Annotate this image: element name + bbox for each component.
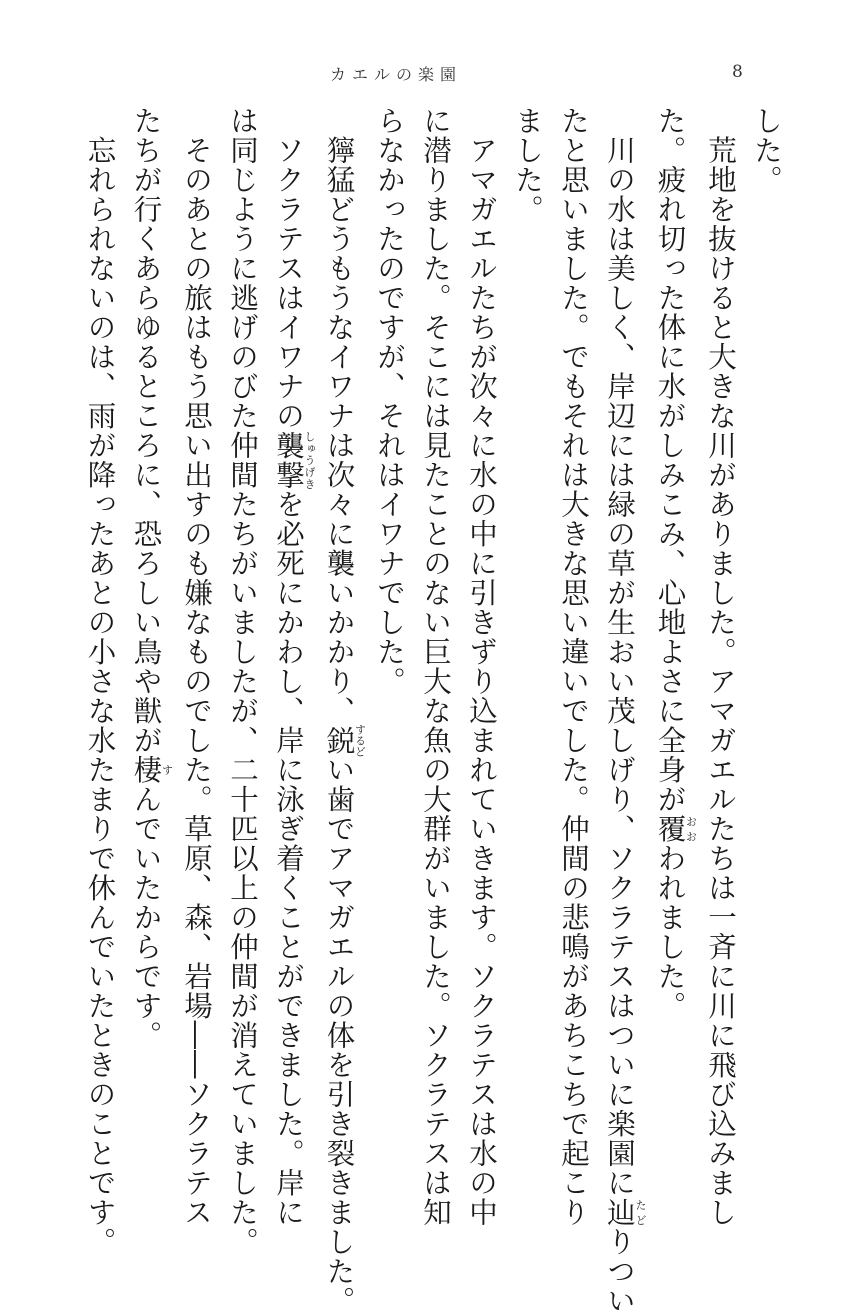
text-line: 獰猛どうもうなイワナは次々に襲いかかり、鋭するどい歯でアマガエルの体を引き裂きました。 [322,106,367,1316]
furigana-ruby: 覆おお [653,814,698,844]
text-line: に潜りました。そこには見たことのない巨大な魚の大群がいました。ソクラテスは知 [419,106,452,1227]
text-line: ました。 [511,106,544,224]
furigana-reading: しゅうげき [303,430,316,490]
text-line: 忘れられないのは、雨が降ったあとの小さな水たまりで休んでいたときのことです。 [83,106,117,1257]
text-line: らなかったのですが、それはイワナでした。 [373,106,406,696]
text-line: アマガエルたちが次々に水の中に引きずり込まれていきます。ソクラテスは水の中 [465,106,498,1227]
furigana-ruby: 襲撃しゅうげき [272,430,316,490]
furigana-reading: す [160,755,174,785]
page-number: 8 [732,62,743,82]
running-head [0,62,841,92]
text-line: た。疲れ切った体に水がしみこみ、心地よさに全身が覆おおわれました。 [653,106,698,1021]
furigana-ruby: 鋭するど [322,723,367,757]
furigana-reading: するど [353,723,367,757]
vertical-text-body [77,106,790,1316]
text-line: たと思いました。でもそれは大きな思い違いでした。仲間の悲鳴があちこちで起こり [557,106,590,1227]
text-line: 荒地を抜けると大きな川がありました。アマガエルたちは一斉に川に飛び込みまし [704,106,737,1227]
furigana-reading: おお [684,814,698,844]
text-line: たちが行くあらゆるところに、恐ろしい鳥や獣が棲すんでいたからです。 [129,106,174,1050]
text-line: 川の水は美しく、岸辺には緑の草が生おい茂しげり、ソクラテスはついに楽園に辿たどりつい [603,106,647,1316]
furigana-ruby: 棲す [129,755,174,785]
furigana-ruby: 辿たど [603,1197,647,1227]
furigana-reading: たど [634,1197,647,1227]
book-title: カエルの楽園 [330,65,463,84]
text-line: は同じように逃げのびた仲間たちがいましたが、二十匹以上の仲間が消えていました。 [226,106,259,1257]
text-line: ソクラテスはイワナの襲撃しゅうげきを必死にかわし、岸に泳ぎ着くことができました。岸に [272,106,316,1227]
text-line: そのあとの旅はもう思い出すのも嫌なものでした。草原、森、岩場――ソクラテス [180,106,213,1227]
text-line: した。 [750,106,783,195]
